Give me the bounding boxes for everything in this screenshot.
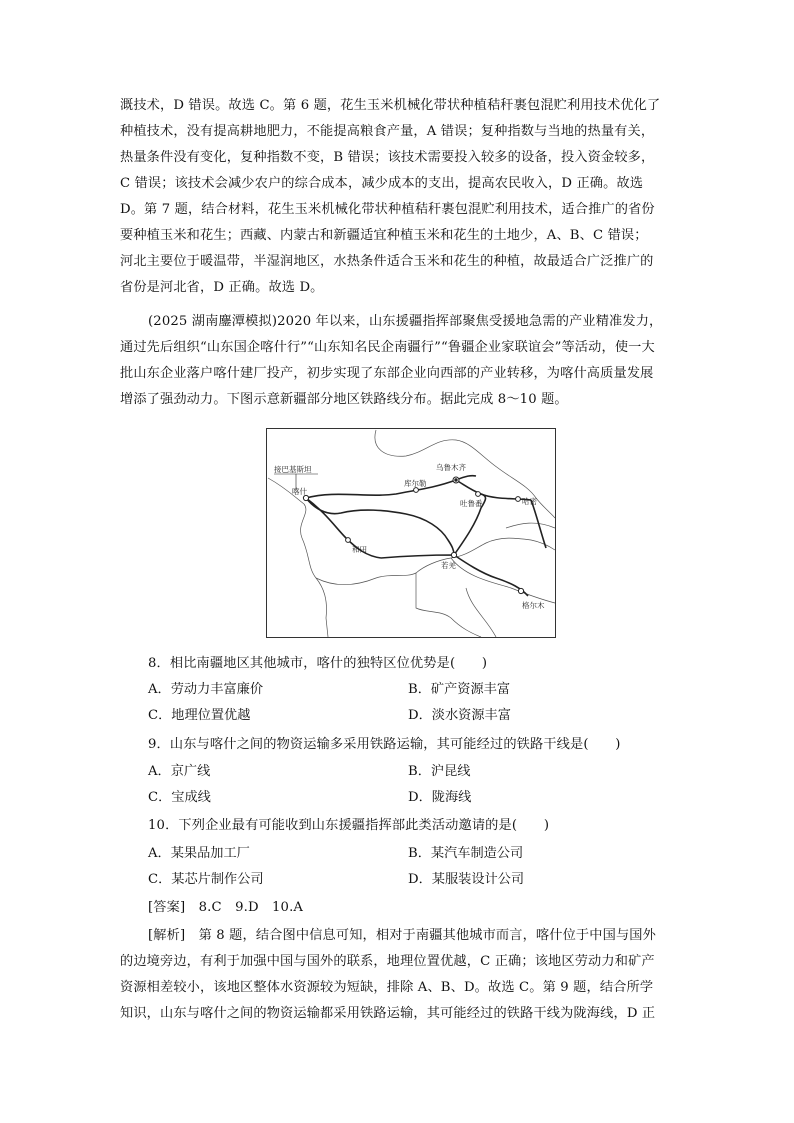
option-d: D．淡水资源丰富 <box>408 708 511 723</box>
question-stem: 10．下列企业最有可能收到山东援疆指挥部此类活动邀请的是( ) <box>148 818 550 833</box>
option-d: D．陇海线 <box>408 790 472 805</box>
map-label-kashgar: 喀什 <box>292 487 307 496</box>
option-b: B．矿产资源丰富 <box>408 682 511 697</box>
option-c: C．某芯片制作公司 <box>148 872 264 887</box>
analysis-line: 资源相差较小，该地区整体水资源较为短缺，排除 A、B、D。故选 C。第 9 题，结合所学 <box>120 980 654 995</box>
map-label-hotan: 和田 <box>352 545 367 554</box>
option-a: A．劳动力丰富廉价 <box>148 682 264 697</box>
option-c: C．地理位置优越 <box>148 708 251 723</box>
question-stem: 9．山东与喀什之间的物资运输多采用铁路运输，其可能经过的铁路干线是( ) <box>148 737 621 752</box>
material-line: 增添了强劲动力。下图示意新疆部分地区铁路线分布。据此完成 8～10 题。 <box>120 392 568 407</box>
map-label-hami: 哈密 <box>522 497 537 506</box>
paragraph-line: 河北主要位于暖温带，半湿润地区，水热条件适合玉米和花生的种植，故最适合广泛推广的 <box>120 254 654 269</box>
option-b: B．沪昆线 <box>408 764 471 779</box>
analysis-line: 知识，山东与喀什之间的物资运输都采用铁路运输，其可能经过的铁路干线为陇海线，D 正 <box>120 1006 656 1021</box>
paragraph-line: 省份是河北省，D 正确。故选 D。 <box>120 280 324 295</box>
map-label-urumqi: 乌鲁木齐 <box>436 463 466 472</box>
answer-line <box>148 898 303 918</box>
option-b: B．某汽车制造公司 <box>408 846 524 861</box>
railway-map <box>266 428 556 638</box>
answer-text: 8.C 9.D 10.A <box>185 900 304 915</box>
material-line: 通过先后组织“山东国企喀什行”“山东知名民企南疆行”“鲁疆企业家联谊会”等活动，使一大 <box>120 340 655 355</box>
paragraph-line: 种植技术，没有提高耕地肥力，不能提高粮食产量，A 错误；复种指数与当地的热量有关， <box>120 124 655 139</box>
map-label-golmud: 格尔木 <box>522 601 545 610</box>
paragraph-line: 要种植玉米和花生；西藏、内蒙古和新疆适宜种植玉米和花生的土地少，A、B、C 错误； <box>120 228 648 243</box>
option-a: A．京广线 <box>148 764 211 779</box>
option-a: A．某果品加工厂 <box>148 846 250 861</box>
analysis-line: 的边境旁边，有利于加强中国与国外的联系，地理位置优越，C 正确；该地区劳动力和矿产 <box>120 954 655 969</box>
paragraph-line: 溉技术，D 错误。故选 C。第 6 题，花生玉米机械化带状种植秸秆裹包混贮利用技术优化了 <box>120 98 661 113</box>
material-line: (2025 湖南鏖潭模拟)2020 年以来，山东援疆指挥部聚焦受援地急需的产业精准发力， <box>148 314 663 329</box>
paragraph-line: D。第 7 题，结合材料，花生玉米机械化带状种植秸秆裹包混贮利用技术，适合推广的省份 <box>120 202 655 217</box>
option-c: C．宝成线 <box>148 790 211 805</box>
map-label-pakistan: 接巴基斯坦 <box>274 465 312 474</box>
question-stem: 8．相比南疆地区其他城市，喀什的独特区位优势是( ) <box>148 656 488 671</box>
map-label-korla: 库尔勒 <box>404 479 427 488</box>
option-d: D．某服装设计公司 <box>408 872 525 887</box>
answer-tag: [答案] <box>148 900 186 915</box>
analysis-line: [解析] 第 8 题，结合图中信息可知，相对于南疆其他城市而言，喀什位于中国与国外 <box>148 928 656 943</box>
material-line: 批山东企业落户喀什建厂投产，初步实现了东部企业向西部的产业转移，为喀什高质量发展 <box>120 366 654 381</box>
map-label-turpan: 吐鲁番 <box>460 499 483 508</box>
paragraph-line: 热量条件没有变化，复种指数不变，B 错误；该技术需要投入较多的设备，投入资金较多， <box>120 150 655 165</box>
paragraph-line: C 错误；该技术会减少农户的综合成本，减少成本的支出，提高农民收入，D 正确。故选 <box>120 176 644 191</box>
map-label-ruoqiang: 若羌 <box>441 561 456 570</box>
